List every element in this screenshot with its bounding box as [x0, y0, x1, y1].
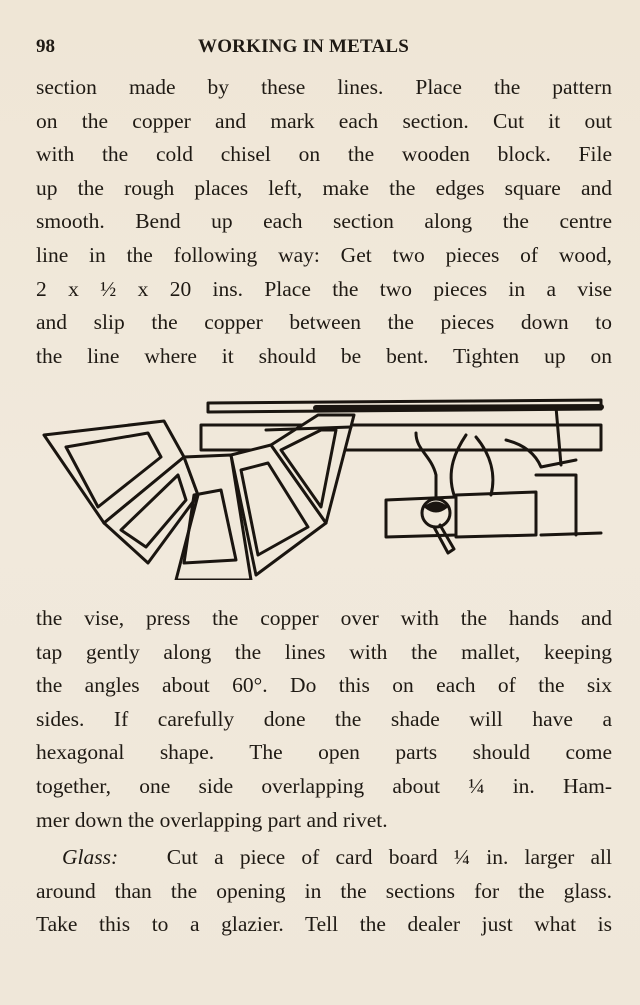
text-line: smooth. Bend up each section along the centre — [36, 209, 612, 234]
text-line: with the cold chisel on the wooden block. File — [36, 142, 612, 167]
running-title: WORKING IN METALS — [198, 36, 410, 57]
lamp-shade-vise-illustration — [36, 395, 612, 580]
text-line: Take this to a glazier. Tell the dealer just what is — [36, 912, 612, 937]
text-line: the line where it should be bent. Tighten up on — [36, 343, 612, 368]
paragraph-1 — [36, 71, 612, 373]
text-line: section made by these lines. Place the pattern — [36, 75, 612, 99]
glass-lead-in: Glass: — [62, 845, 119, 869]
first-line-text: Cut a piece of card board ¼ in. larger all — [166, 845, 612, 869]
page-header — [36, 36, 612, 62]
text-line — [36, 841, 612, 875]
text-line: together, one side overlapping about ¼ in. Ham- — [36, 773, 612, 798]
text-line: the vise, press the copper over with the hands and — [36, 606, 612, 630]
paragraph-3 — [36, 841, 612, 942]
page-number: 98 — [36, 36, 55, 57]
text-line: around than the opening in the sections for the glass. — [36, 878, 612, 903]
text-line: on the copper and mark each section. Cut it out — [36, 108, 612, 133]
text-line: the angles about 60°. Do this on each of the six — [36, 673, 612, 698]
text-line: and slip the copper between the pieces down to — [36, 310, 612, 335]
text-line: line in the following way: Get two pieces of wood, — [36, 242, 612, 267]
text-line: 2 x ½ x 20 ins. Place the two pieces in a vise — [36, 276, 612, 301]
text-line: mer down the overlapping part and rivet. — [36, 807, 388, 832]
text-line: sides. If carefully done the shade will have a — [36, 706, 612, 731]
paragraph-2 — [36, 602, 612, 837]
text-line: hexagonal shape. The open parts should come — [36, 740, 612, 765]
text-line: tap gently along the lines with the mallet, keeping — [36, 639, 612, 664]
text-line: up the rough places left, make the edges square and — [36, 175, 612, 200]
